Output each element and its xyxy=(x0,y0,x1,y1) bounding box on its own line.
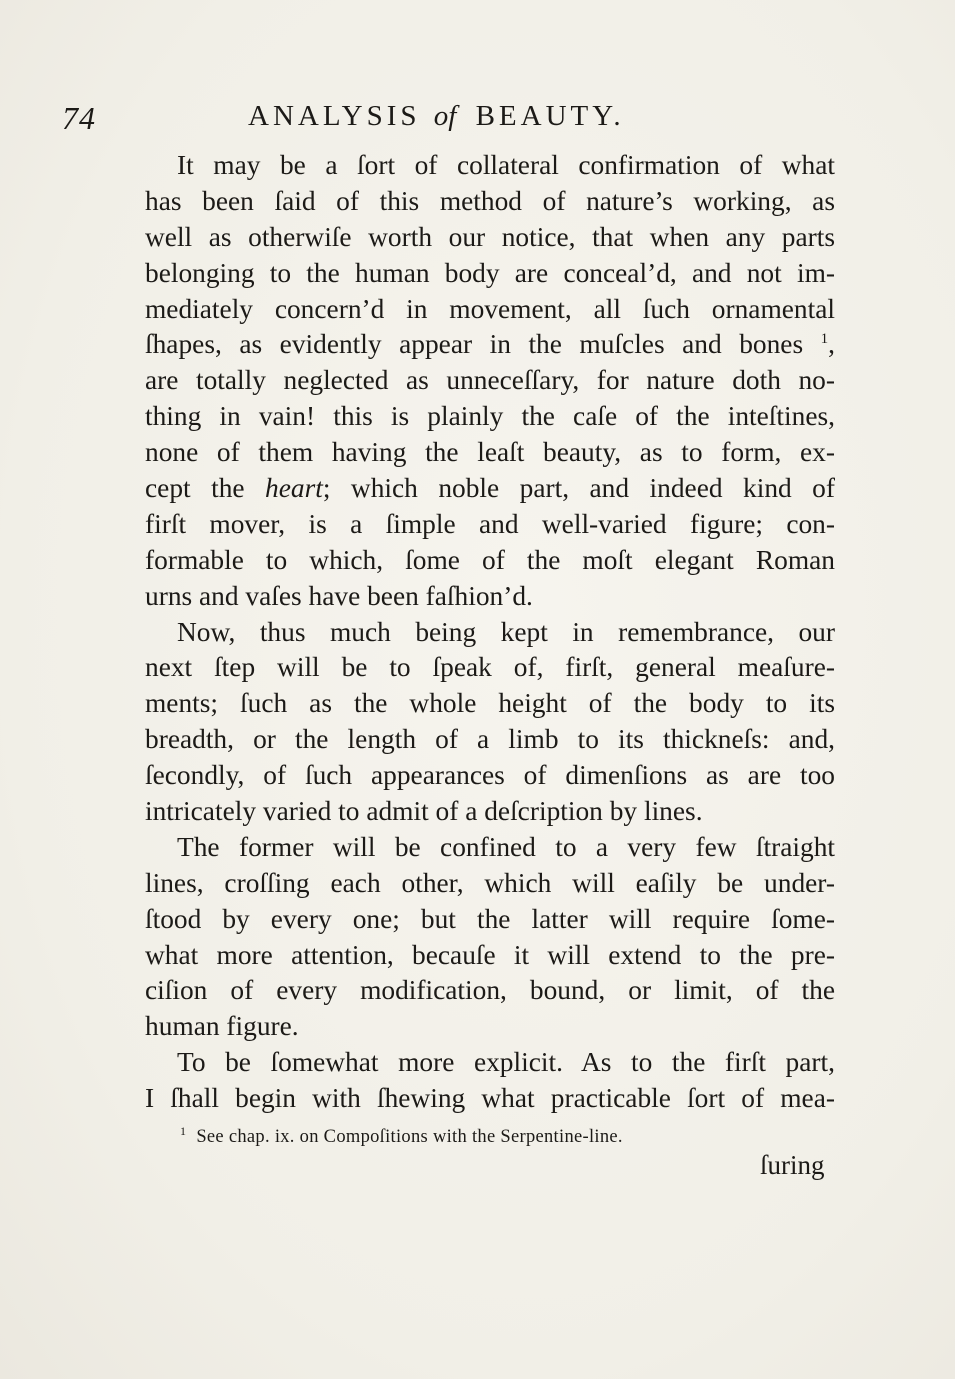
text-line: well as otherwiſe worth our notice, that when any parts xyxy=(145,221,835,252)
line-text: ſhapes, as evidently appear in the muſcles and bones xyxy=(145,329,804,360)
text-line: none of them having the leaſt beauty, as to form, ex- xyxy=(145,437,835,468)
text-line: lines, croſſing each other, which will eaſily be under- xyxy=(145,867,835,898)
running-head-of: of xyxy=(433,100,457,132)
text-line xyxy=(145,327,835,363)
footnote-reference: 1 xyxy=(820,331,829,348)
text-line: breadth, or the length of a limb to its thickneſs: and, xyxy=(145,724,835,755)
footnote-mark: 1 xyxy=(180,1124,187,1138)
line-text: cept the xyxy=(145,473,245,504)
text-line: formable to which, ſome of the moſt elegant Roman xyxy=(145,544,835,575)
text-line: thing in vain! this is plainly the caſe of the inteſtines, xyxy=(145,401,835,432)
text-line: belonging to the human body are conceal’d, and not im- xyxy=(145,257,835,288)
running-head-beauty: BEAUTY. xyxy=(475,100,625,132)
text-line: To be ſomewhat more explicit. As to the firſt part, xyxy=(177,1047,835,1078)
text-line: ſecondly, of ſuch appearances of dimenſions as are too xyxy=(145,760,835,791)
running-head-analysis: ANALYSIS xyxy=(248,100,421,132)
text-line: intricately varied to admit of a deſcription by lines. xyxy=(145,796,703,827)
text-line: I ſhall begin with ſhewing what practicable ſort of mea- xyxy=(145,1083,835,1114)
text-line: Now, thus much being kept in remembrance, our xyxy=(177,616,835,647)
text-line: urns and vaſes have been faſhion’d. xyxy=(145,580,533,611)
page-number: 74 xyxy=(62,100,96,136)
italic-word-heart: heart xyxy=(265,473,323,504)
text-line: has been ſaid of this method of nature’s working, as xyxy=(145,185,835,216)
text-line: human figure. xyxy=(145,1011,299,1042)
text-line xyxy=(145,471,835,507)
text-line: are totally neglected as unneceſſary, for nature doth no- xyxy=(145,365,835,396)
catchword: ſuring xyxy=(760,1150,825,1180)
footnote-text: See chap. ix. on Compoſitions with the Serpentine-line. xyxy=(196,1127,623,1148)
text-line: firſt mover, is a ſimple and well-varied figure; con- xyxy=(145,508,835,539)
text-line: ſtood by every one; but the latter will require ſome- xyxy=(145,903,835,934)
text-line: what more attention, becauſe it will extend to the pre- xyxy=(145,939,835,970)
text-line: The former will be confined to a very few ſtraight xyxy=(177,831,835,862)
text-line: mediately concern’d in movement, all ſuch ornamental xyxy=(145,293,835,324)
text-line: It may be a ſort of collateral confirmation of what xyxy=(177,150,835,180)
footnote xyxy=(180,1124,623,1148)
text-line: ments; ſuch as the whole height of the body to its xyxy=(145,688,835,719)
text-line: ciſion of every modification, bound, or limit, of the xyxy=(145,975,835,1006)
line-text-tail: ; which noble part, and indeed kind of xyxy=(322,473,835,504)
text-line: next ſtep will be to ſpeak of, firſt, general meaſure- xyxy=(145,652,835,683)
running-head xyxy=(248,100,625,133)
body-text xyxy=(145,148,835,1117)
line-punctuation: , xyxy=(828,329,835,360)
